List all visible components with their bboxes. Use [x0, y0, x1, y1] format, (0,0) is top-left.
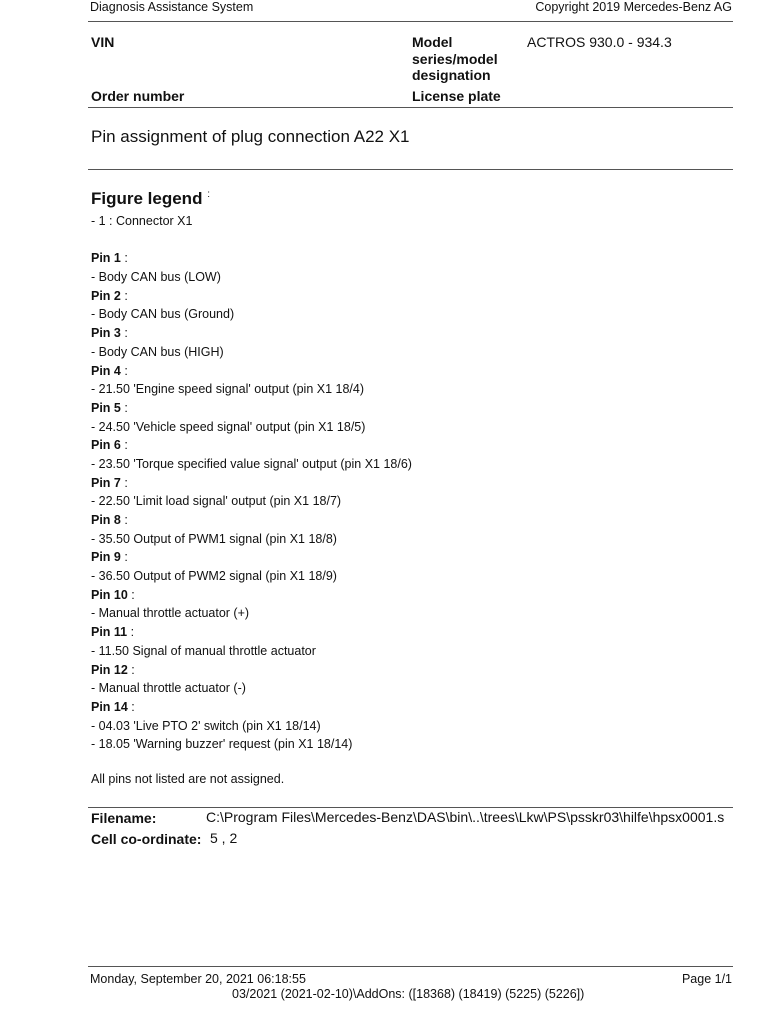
- title-divider: [88, 169, 733, 170]
- pin-label: Pin 6: [91, 438, 121, 453]
- version-info: 03/2021 (2021-02-10)\AddOns: ([18368) (18419) (5225) (5226]): [232, 987, 585, 1001]
- pin-label: Pin 10: [91, 587, 128, 602]
- pin-label: Pin 14: [91, 699, 128, 714]
- pin-label: Pin 7: [91, 475, 121, 490]
- vin-label: VIN: [91, 34, 115, 50]
- pin-separator: :: [120, 363, 128, 378]
- pin-separator: :: [120, 513, 128, 527]
- pin-entry-10: [91, 586, 731, 623]
- pin-description: - 22.50 'Limit load signal' output (pin X1 18/7): [91, 494, 342, 509]
- page-title: Pin assignment of plug connection A22 X1: [91, 127, 410, 146]
- pin-entry-9: [91, 548, 731, 585]
- pin-entry-11: [91, 623, 731, 660]
- pin-separator: :: [120, 550, 128, 565]
- pin-description: - 35.50 Output of PWM1 signal (pin X1 18/8): [91, 531, 337, 546]
- meta-divider: [88, 107, 733, 108]
- pin-separator: :: [120, 288, 128, 303]
- copyright-notice: Copyright 2019 Mercedes-Benz AG: [535, 0, 732, 14]
- pin-separator: :: [127, 625, 135, 640]
- figure-legend-title: Figure legend: [91, 189, 203, 208]
- model-label: [412, 34, 498, 84]
- model-label-line-3: designation: [412, 67, 491, 83]
- pin-label: Pin 5: [91, 400, 121, 415]
- pin-label: Pin 4: [91, 363, 121, 378]
- pin-separator: :: [127, 587, 135, 602]
- license-plate-label: License plate: [412, 88, 501, 104]
- pin-entry-4: [91, 362, 731, 399]
- spacer: [91, 754, 731, 770]
- pin-description: - Body CAN bus (HIGH): [91, 344, 224, 359]
- pin-label: Pin 8: [91, 513, 121, 527]
- pin-entry-6: [91, 436, 731, 473]
- pin-description: - Manual throttle actuator (-): [91, 681, 246, 696]
- pin-description: - 24.50 'Vehicle speed signal' output (pin X1 18/5): [91, 419, 366, 434]
- figure-legend-colon: :: [207, 189, 210, 200]
- pin-entry-3: [91, 324, 731, 361]
- pin-entry-14: [91, 698, 731, 754]
- model-label-line-1: Model: [412, 34, 453, 50]
- print-datetime: Monday, September 20, 2021 06:18:55: [90, 972, 306, 986]
- pin-description: - Body CAN bus (LOW): [91, 270, 221, 285]
- pin-label: Pin 1: [91, 251, 121, 266]
- pin-description: - 04.03 'Live PTO 2' switch (pin X1 18/14): [91, 718, 321, 733]
- pin-description: - 18.05 'Warning buzzer' request (pin X1 18/14): [91, 737, 353, 752]
- cell-coordinate-label: Cell co-ordinate:: [91, 831, 202, 847]
- pin-label: Pin 2: [91, 288, 121, 303]
- pin-entry-1: [91, 249, 731, 286]
- page-number: Page 1/1: [681, 972, 732, 986]
- pin-description: - 21.50 'Engine speed signal' output (pin X1 18/4): [91, 382, 365, 397]
- system-name: Diagnosis Assistance System: [90, 0, 254, 14]
- footer-divider: [88, 966, 733, 967]
- legend-item: - 1 : Connector X1: [91, 214, 193, 228]
- order-number-label: Order number: [91, 88, 185, 104]
- pin-description: - 11.50 Signal of manual throttle actuator: [91, 643, 316, 658]
- model-label-line-2: series/model: [412, 50, 498, 67]
- pin-entry-12: [91, 661, 731, 698]
- pin-label: Pin 3: [91, 326, 121, 341]
- unassigned-note: All pins not listed are not assigned.: [91, 771, 285, 786]
- pin-entry-8: [91, 511, 731, 548]
- pin-entry-7: [91, 474, 731, 511]
- figure-legend-heading: [91, 189, 210, 209]
- pin-description: - 23.50 'Torque specified value signal' output (pin X1 18/6): [91, 456, 412, 471]
- cell-coordinate-value: 5 , 2: [210, 830, 238, 846]
- pin-separator: :: [120, 400, 128, 415]
- pin-label: Pin 9: [91, 550, 121, 565]
- pin-description: - Body CAN bus (Ground): [91, 307, 235, 322]
- pin-separator: :: [120, 438, 128, 453]
- pin-separator: :: [127, 662, 135, 677]
- pin-separator: :: [127, 699, 135, 714]
- pin-separator: :: [120, 251, 128, 266]
- pin-entry-2: [91, 287, 731, 324]
- pin-label: Pin 11: [91, 625, 128, 640]
- pin-description: - Manual throttle actuator (+): [91, 606, 250, 621]
- header-divider: [88, 21, 733, 22]
- legend-body: [91, 212, 731, 789]
- spacer: [91, 231, 731, 250]
- pin-entry-5: [91, 399, 731, 436]
- model-value: ACTROS 930.0 - 934.3: [527, 34, 672, 50]
- pin-description: - 36.50 Output of PWM2 signal (pin X1 18/9): [91, 569, 337, 584]
- filename-label: Filename:: [91, 810, 157, 826]
- pin-separator: :: [120, 475, 128, 490]
- pin-separator: :: [120, 326, 128, 341]
- file-info-divider: [88, 807, 733, 808]
- filename-value: C:\Program Files\Mercedes-Benz\DAS\bin\..\trees\Lkw\PS\psskr03\hilfe\hpsx0001.s: [206, 809, 725, 825]
- pin-label: Pin 12: [91, 662, 128, 677]
